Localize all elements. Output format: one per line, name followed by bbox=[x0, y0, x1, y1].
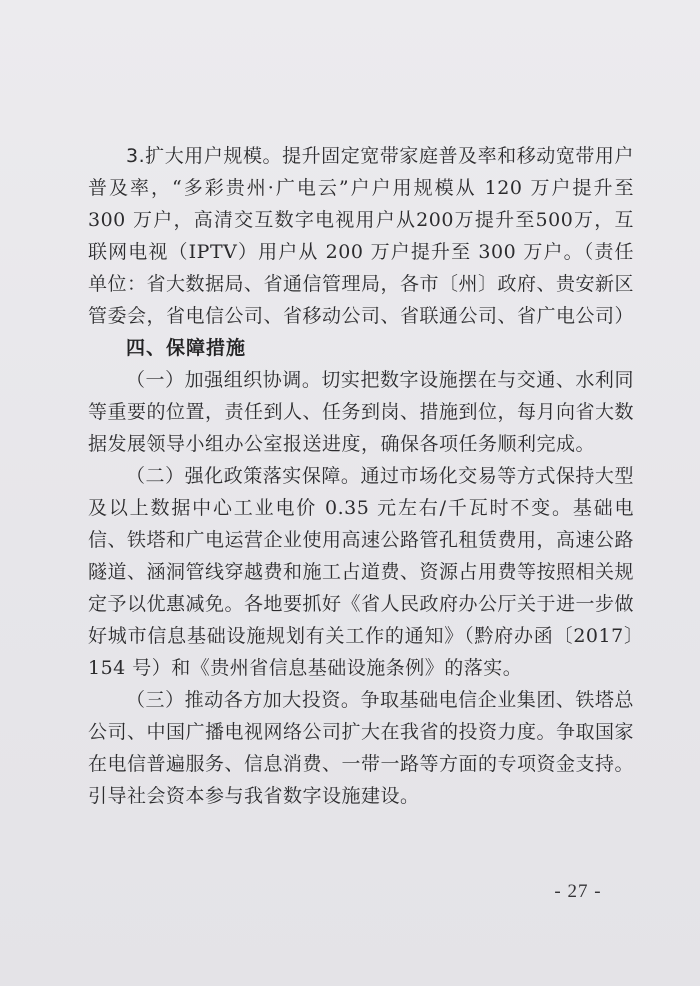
paragraph-text: 通过市场化交易等方式保持大型及以上数据中心工业电价 0.35 元左右/千瓦时不变。基础电信、铁塔和广电运营企业使用高速公路管孔租赁费用，高速公路隧道、涵洞管线穿越费和施工占道费、资源占用费等按照相关规定予以优惠减免。各地要抓好《省人民政府办公厅关于进一步做好城市信息基础设施规划有关工作的通知》（黔府办函〔2017〕154 号）和《贵州省信息基础设施条例》的落实。 bbox=[88, 465, 635, 679]
paragraph-investment bbox=[88, 684, 634, 812]
page-number: - 27 - bbox=[554, 881, 602, 902]
paragraph-text: 提升固定宽带家庭普及率和移动宽带用户普及率，“多彩贵州·广电云”户户用规模从 120 万户提升至 300 万户，高清交互数字电视用户从200万提升至500万，互联网电视（IPTV）用户从 200 万户提升至 300 万户。（责任单位：省大数据局、省通信管理局，各市〔州〕政府、贵安新区管委会，省电信公司、省移动公司、省联通公司、省广电公司） bbox=[88, 145, 635, 327]
paragraph-lead: （一）加强组织协调。 bbox=[126, 369, 322, 391]
paragraph-policy bbox=[88, 460, 634, 684]
document-body bbox=[88, 140, 634, 812]
paragraph-lead: （二）强化政策落实保障。 bbox=[126, 465, 361, 487]
paragraph-organization bbox=[88, 364, 634, 460]
paragraph-lead: 3.扩大用户规模。 bbox=[126, 145, 283, 167]
paragraph-text: 争取基础电信企业集团、铁塔总公司、中国广播电视网络公司扩大在我省的投资力度。争取国家在电信普遍服务、信息消费、一带一路等方面的专项资金支持。引导社会资本参与我省数字设施建设。 bbox=[88, 689, 635, 807]
paragraph-lead: （三）推动各方加大投资。 bbox=[126, 689, 361, 711]
paragraph-expand-user-scale bbox=[88, 140, 634, 332]
paragraph-text: 切实把数字设施摆在与交通、水利同等重要的位置，责任到人、任务到岗、措施到位，每月向省大数据发展领导小组办公室报送进度，确保各项任务顺利完成。 bbox=[88, 369, 635, 455]
section-heading-safeguards: 四、保障措施 bbox=[126, 337, 247, 359]
